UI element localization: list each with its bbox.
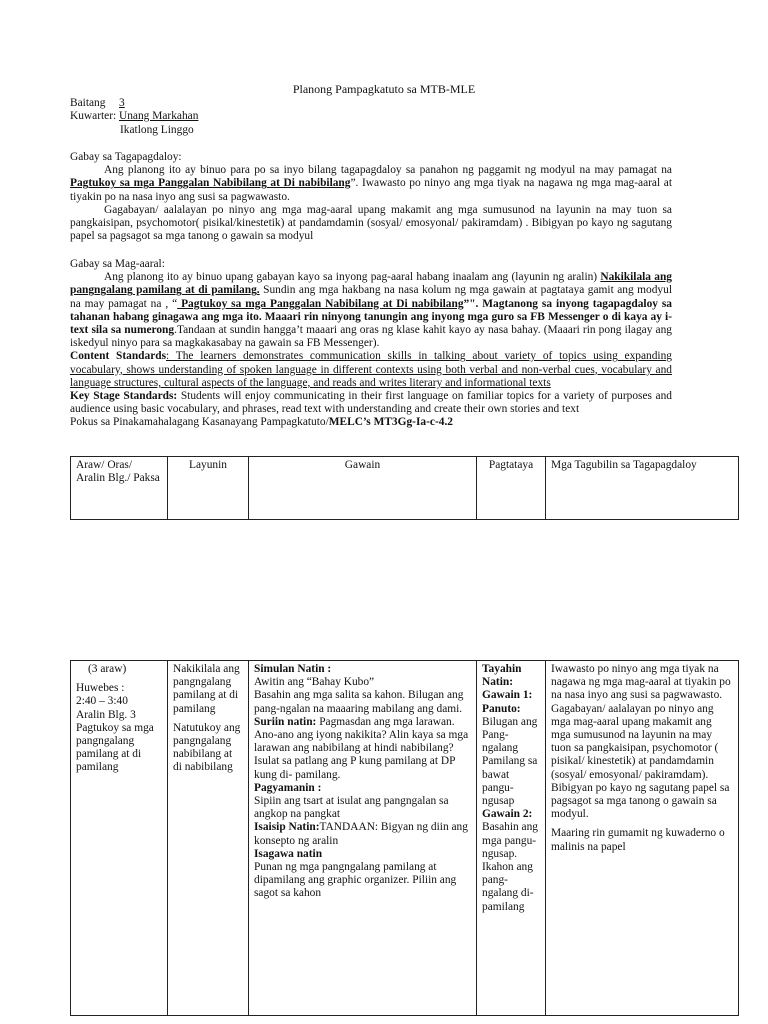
gabay-magaaral bbox=[70, 258, 672, 430]
araw-time: 2:40 – 3:40 bbox=[76, 695, 128, 708]
pokus-melc: Pokus sa Pinakamahalagang Kasanayang Pampagkatuto/MELC’s MT3Gg-Ia-c-4.2 bbox=[70, 416, 453, 429]
gabay-magaaral-heading: Gabay sa Mag-aaral: bbox=[70, 258, 165, 270]
basahin-ikahon-text: Basahin ang mga pangu-ngusap. Ikahon ang pang-ngalang di-pamilang bbox=[482, 821, 538, 913]
tagubilin-cell bbox=[546, 661, 739, 1016]
tayahin-label: Tayahin Natin: bbox=[482, 663, 522, 689]
gabay-tagapagdaloy-p1: Ang planong ito ay binuo para po sa inyo bilang tagapagdaloy sa panahon ng paggamit ng modyul na may pamagat na Pagtukoy sa mga Panggalan Nabibilang at Di nabibilang”. Iwawasto po ninyo ang mga tiyak na nagawa ng mga mag-aaral at tiyakin po na nasa inyo ang susi sa pagwawasto. bbox=[70, 164, 672, 203]
paksa-text: Pagtukoy sa mga pangngalang pamilang at di pamilang bbox=[76, 721, 154, 774]
araw-count: (3 araw) bbox=[88, 663, 127, 675]
tagubilin-2: Gagabayan/ aalalayan po ninyo ang mga mag-aaral upang makamit ang mga sumusunod na layunin na may tuon sa pangkaisipan, psychomotor ( pisikal/ kinestetik) at pandamdamin (sosyal/ emosyonal/ pakiramdam). bbox=[551, 702, 719, 781]
araw-day: Huwebes : bbox=[76, 682, 125, 695]
layunin-text: Nakikilala ang pangngalang pamilang at di pamilang. bbox=[70, 271, 672, 297]
suriin-block: Suriin natin: Pagmasdan ang mga larawan. Ano-ano ang iyong nakikita? Alin kaya sa mga larawan ang nabibilang at hindi nabibilang? Isulat sa patlang ang P kung pamilang at DP kung di- pamilang. bbox=[254, 715, 469, 781]
layunin-cell bbox=[168, 661, 249, 1016]
header-tagubilin: Mga Tagubilin sa Tagapagdaloy bbox=[546, 457, 739, 520]
bilugan-text: Bilugan ang Pang-ngalang Pamilang sa bawat pangu-ngusap bbox=[482, 715, 538, 808]
layunin-1: Nakikilala ang pangngalang pamilang at di pamilang bbox=[173, 663, 240, 715]
baitang-label: Baitang bbox=[70, 97, 106, 109]
tagubilin-3: Bibigyan po kayo ng sagutang papel sa pagsagot sa mga tanong o gawain sa modyul. bbox=[551, 781, 730, 821]
simulan-label: Simulan Natin : bbox=[254, 663, 332, 675]
kuwarter-label: Kuwarter: bbox=[70, 110, 117, 122]
melc-code: MELC’s MT3Gg-Ia-c-4.2 bbox=[328, 416, 453, 429]
baitang-value: 3 bbox=[119, 97, 125, 109]
content-standards: Content Standards: The learners demonstrates communication skills in talking about variety of topics using expanding vocabulary, shows understanding of spoken language in different contexts using both verbal and non-verbal cues, vocabulary and language structures, cultural aspects of the language, and reads and writes literary and informational texts bbox=[70, 350, 672, 389]
key-stage-standards: Key Stage Standards: Students will enjoy communicating in their first language on familiar topics for a variety of purposes and audience using basic vocabulary, and phrases, read text with understanding and create their own stories and text bbox=[70, 390, 672, 416]
pagyamanin-text: Sipiin ang tsart at isulat ang pangngalan sa angkop na pangkat bbox=[254, 795, 449, 821]
basahin-text: Basahin ang mga salita sa kahon. Bilugan ang pang-ngalan na maaaring mabilang ang dami. bbox=[254, 689, 464, 715]
isagawa-label: Isagawa natin bbox=[254, 847, 323, 860]
tagubilin-4: Maaring rin gumamit ng kuwaderno o malinis na papel bbox=[551, 827, 725, 853]
linggo-label: Ikatlong Linggo bbox=[120, 124, 194, 136]
header-table bbox=[70, 456, 739, 520]
panuto-label: Panuto: bbox=[482, 702, 521, 715]
araw-cell bbox=[71, 661, 168, 1016]
pagyamanin-label: Pagyamanin : bbox=[254, 781, 322, 794]
aralin-number: Aralin Blg. 3 bbox=[76, 708, 136, 721]
module-title-2: Pagtukoy sa mga Panggalan Nabibilang at Di nabibilang bbox=[177, 297, 464, 310]
module-title: Pagtukoy sa mga Panggalan Nabibilang at Di nabibilang bbox=[70, 177, 351, 190]
gabay-tagapagdaloy-heading: Gabay sa Tagapagdaloy: bbox=[70, 151, 182, 163]
simulan-text: Awitin ang “Bahay Kubo” bbox=[254, 676, 375, 689]
gabay-magaaral-p1: Ang planong ito ay binuo upang gabayan kayo sa inyong pag-aaral habang inaalam ang (layunin ng aralin) Nakikilala ang pangngalang pamilang at di pamilang. Sundin ang mga hakbang na nasa kolum ng mga gawain at pagtataya gamit ang modyul na may pamagat na , “ Pagtukoy sa mga Panggalan Nabibilang at Di nabibilang”". Magtanong sa inyong tagapagdaloy sa tahanan habang ginagawa ang mga ito. Maaari rin ninyong tanungin ang inyong mga guro sa FB Messenger o di kaya ay i-text sila sa numerong.Tandaan at sundin hangga’t maaari ang oras ng klase kahit kayo ay nasa bahay. (Maaari rin pong ilagay ang iskedyul ninyo para sa magkakasabay na gawain sa FB Messenger). bbox=[70, 271, 673, 350]
header-araw: Araw/ Oras/ Aralin Blg./ Paksa bbox=[71, 457, 168, 520]
gabay-tagapagdaloy bbox=[70, 151, 672, 243]
baitang-row bbox=[70, 97, 125, 110]
gawain1-label: Gawain 1: bbox=[482, 689, 533, 702]
gabay-tagapagdaloy-p2: Gagabayan/ aalalayan po ninyo ang mga mag-aaral upang makamit ang mga sumusunod na layunin na may tuon sa pangkaisipan, psychomotor( pisikal/kinestetik) at pandamdamin (sosyal/ emosyonal/ pakiramdam) . Bibigyan po kayo ng sagutang papel sa pagsagot sa mga tanong o gawain sa modyul bbox=[70, 203, 672, 243]
gawain2-label: Gawain 2: bbox=[482, 808, 533, 821]
header-gawain: Gawain bbox=[249, 457, 477, 520]
gawain-cell bbox=[249, 661, 477, 1016]
tagubilin-1: Iwawasto po ninyo ang mga tiyak na nagawa ng mga mag-aaral at tiyakin po na nasa inyo ang susi sa pagwawasto. bbox=[551, 663, 731, 702]
isagawa-text: Punan ng mga pangngalang pamilang at dipamilang ang graphic organizer. Piliin ang sagot sa kahon bbox=[254, 861, 457, 900]
kuwarter-value: Unang Markahan bbox=[119, 110, 199, 122]
isaisip-block: Isaisip Natin:TANDAAN: Bigyan ng diin ang konsepto ng aralin bbox=[254, 821, 468, 847]
kuwarter-row bbox=[70, 110, 198, 123]
pagtataya-cell bbox=[477, 661, 546, 1016]
header-pagtataya: Pagtataya bbox=[477, 457, 546, 520]
lesson-table bbox=[70, 660, 739, 1016]
document-title: Planong Pampagkatuto sa MTB-MLE bbox=[292, 82, 476, 96]
layunin-2: Natutukoy ang pangngalang nabibilang at di nabibilang bbox=[173, 721, 241, 774]
header-layunin: Layunin bbox=[168, 457, 249, 520]
